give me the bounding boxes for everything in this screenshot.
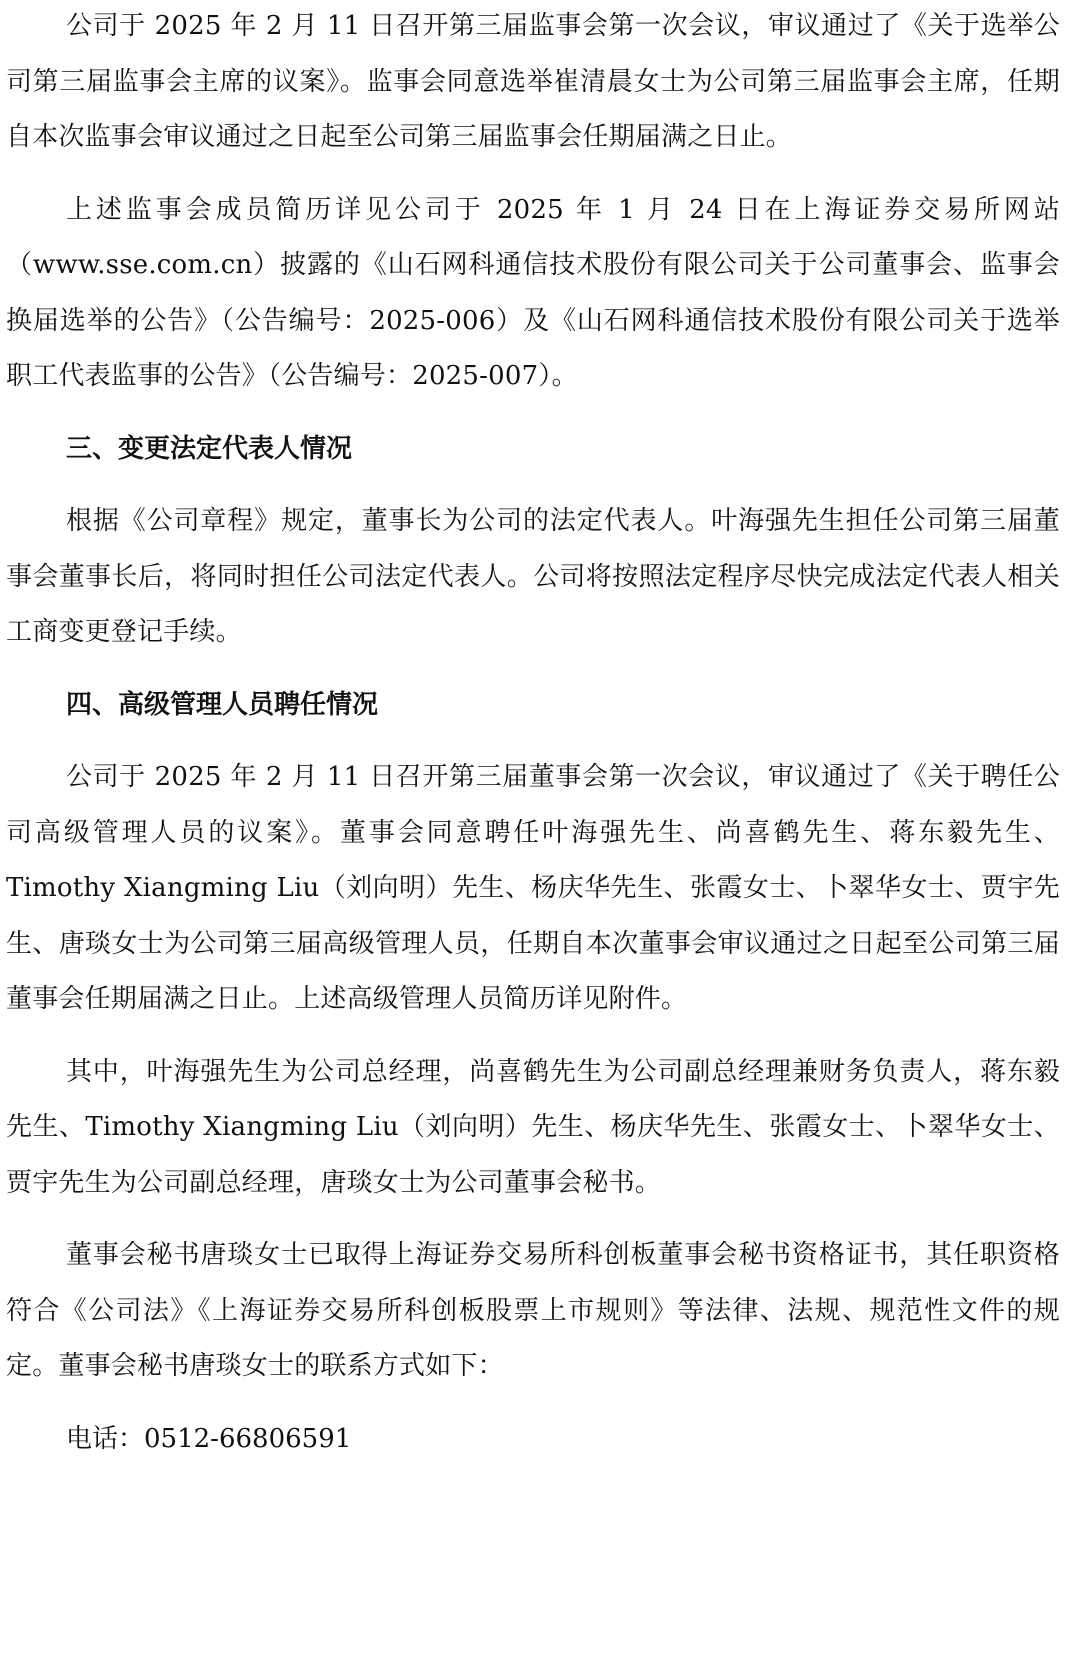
paragraph-gap (6, 1028, 1060, 1045)
section-heading-senior-management: 四、高级管理人员聘任情况 (66, 689, 379, 720)
paragraph-gap (6, 1211, 1060, 1228)
paragraph-gap (6, 166, 1060, 183)
paragraph-roles: 其中，叶海强先生为公司总经理，尚喜鹤先生为公司副总经理兼财务负责人，蒋东毅先生、Timothy Xiangming Liu（刘向明）先生、杨庆华先生、张霞女士、卜翠华女士、贾宇先生为公司副总经理，唐琰女士为公司董事会秘书。 (6, 1056, 1060, 1198)
paragraph-gap (6, 733, 1060, 750)
paragraph-gap (6, 1395, 1060, 1412)
paragraph-gap (6, 661, 1060, 678)
paragraph-gap (6, 405, 1060, 422)
paragraph-supervisor-resumes: 上述监事会成员简历详见公司于 2025 年 1 月 24 日在上海证券交易所网站（www.sse.com.cn）披露的《山石网科通信技术股份有限公司关于公司董事会、监事会换届选举的公告》（公告编号：2025-006）及《山石网科通信技术股份有限公司关于选举职工代表监事的公告》（公告编号：2025-007）。 (6, 194, 1060, 391)
contact-phone: 电话：0512-66806591 (66, 1423, 352, 1454)
paragraph-senior-management-appointment: 公司于 2025 年 2 月 11 日召开第三届董事会第一次会议，审议通过了《关于聘任公司高级管理人员的议案》。董事会同意聘任叶海强先生、尚喜鹤先生、蒋东毅先生、Timothy Xiangming Liu（刘向明）先生、杨庆华先生、张霞女士、卜翠华女士、贾宇先生、唐琰女士为公司第三届高级管理人员，任期自本次董事会审议通过之日起至公司第三届董事会任期届满之日止。上述高级管理人员简历详见附件。 (6, 762, 1060, 1014)
paragraph-legal-representative: 根据《公司章程》规定，董事长为公司的法定代表人。叶海强先生担任公司第三届董事会董事长后，将同时担任公司法定代表人。公司将按照法定程序尽快完成法定代表人相关工商变更登记手续。 (6, 506, 1060, 647)
paragraph-supervisor-chair: 公司于 2025 年 2 月 11 日召开第三届监事会第一次会议，审议通过了《关于选举公司第三届监事会主席的议案》。监事会同意选举崔清晨女士为公司第三届监事会主席，任期自本次监事会审议通过之日起至公司第三届监事会任期届满之日止。 (6, 11, 1060, 152)
section-heading-legal-representative: 三、变更法定代表人情况 (66, 433, 353, 464)
paragraph-gap (6, 477, 1060, 494)
paragraph-board-secretary: 董事会秘书唐琰女士已取得上海证券交易所科创板董事会秘书资格证书，其任职资格符合《公司法》《上海证券交易所科创板股票上市规则》等法律、法规、规范性文件的规定。董事会秘书唐琰女士的联系方式如下： (6, 1240, 1060, 1381)
